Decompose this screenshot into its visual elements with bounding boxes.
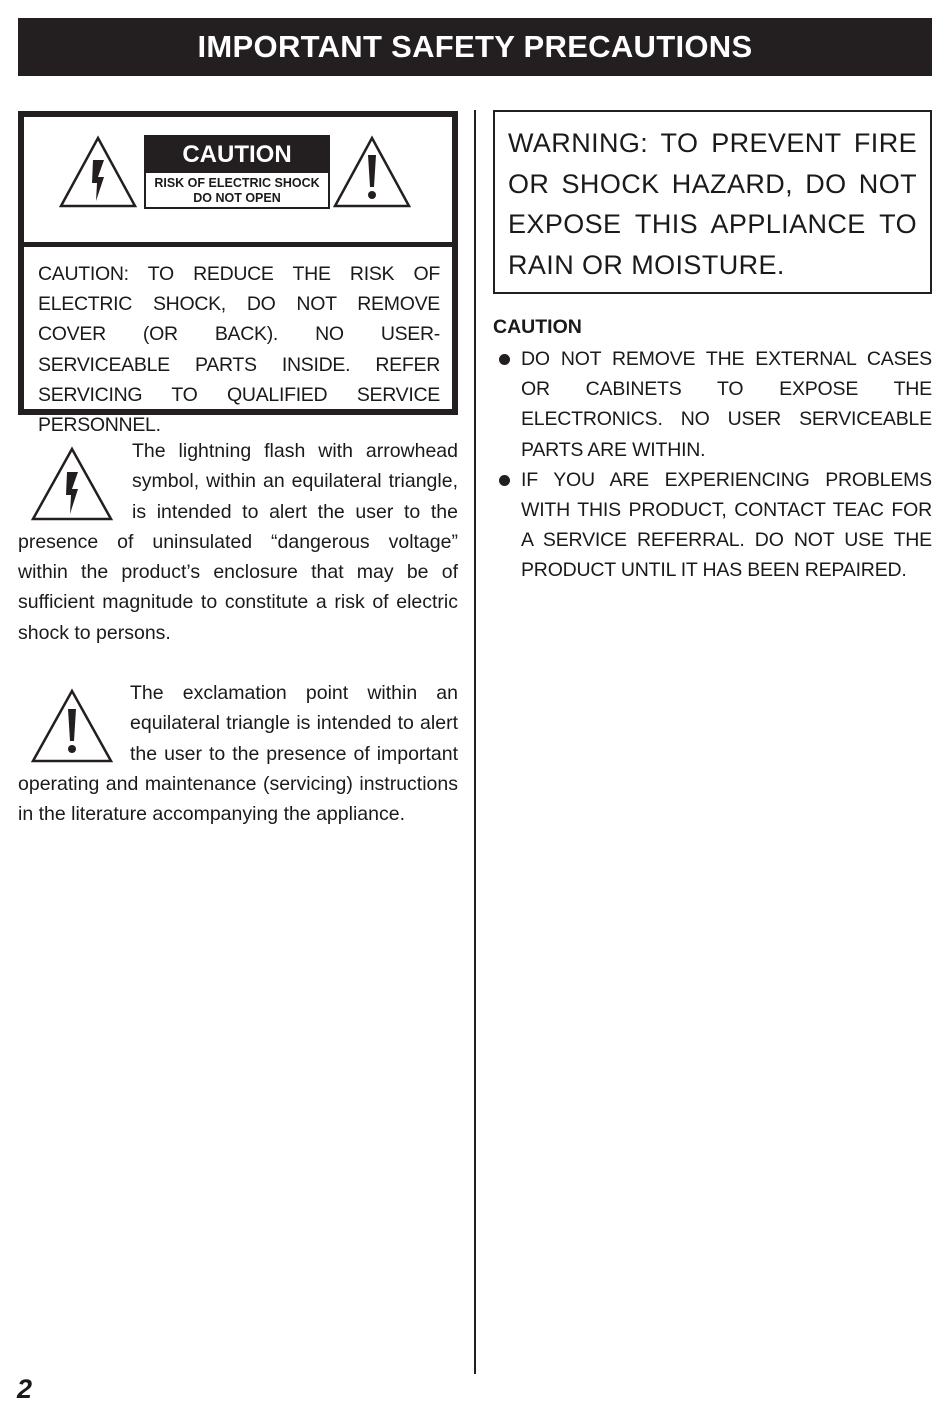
warning-box <box>493 110 932 294</box>
caution-label-line2: DO NOT OPEN <box>193 191 281 205</box>
exclamation-symbol-explanation <box>18 678 458 829</box>
caution-label-title: CAUTION <box>146 137 328 173</box>
caution-panel <box>18 111 458 437</box>
lightning-triangle-icon <box>58 135 138 209</box>
caution-panel-text: CAUTION: TO REDUCE THE RISK OF ELECTRIC SHOCK, DO NOT REMOVE COVER (OR BACK). NO USER-SERVICEABLE PARTS INSIDE. REFER SERVICING TO QUALIFIED SERVICE PERSONNEL. <box>38 263 440 437</box>
caution-heading: CAUTION <box>493 316 582 338</box>
caution-label <box>144 135 330 209</box>
list-item <box>493 465 932 586</box>
column-divider <box>474 110 476 1374</box>
bullet-icon <box>499 475 510 486</box>
caution-list <box>493 344 932 586</box>
list-item-text: DO NOT REMOVE THE EXTERNAL CASES OR CABINETS TO EXPOSE THE ELECTRONICS. NO USER SERVICEABLE PARTS ARE WITHIN. <box>521 348 932 461</box>
page-number: 2 <box>17 1374 33 1404</box>
exclamation-triangle-icon <box>30 688 114 764</box>
lightning-symbol-text: The lightning flash with arrowhead symbol, within an equilateral triangle, is intended to alert the user to the presence of uninsulated “dangerous voltage” within the product’s enclosure that may be of sufficient magnitude to constitute a risk of electric shock to persons. <box>18 440 458 644</box>
list-item-text: IF YOU ARE EXPERIENCING PROBLEMS WITH THIS PRODUCT, CONTACT TEAC FOR A SERVICE REFERRAL. DO NOT USE THE PRODUCT UNTIL IT HAS BEEN REPAIRED. <box>521 468 932 582</box>
caution-label-line1: RISK OF ELECTRIC SHOCK <box>154 176 320 190</box>
exclamation-symbol-text: The exclamation point within an equilateral triangle is intended to alert the user to the presence of important operating and maintenance (servicing) instructions in the literature accompanying the appliance. <box>18 682 458 826</box>
list-item <box>493 344 932 465</box>
page-title: IMPORTANT SAFETY PRECAUTIONS <box>18 18 932 76</box>
exclamation-triangle-icon <box>332 135 412 209</box>
lightning-symbol-explanation <box>18 436 458 648</box>
lightning-triangle-icon <box>30 446 114 522</box>
warning-text: WARNING: TO PREVENT FIRE OR SHOCK HAZARD, DO NOT EXPOSE THIS APPLIANCE TO RAIN OR MOISTURE. <box>508 128 917 280</box>
caution-symbol-row <box>24 117 452 247</box>
bullet-icon <box>499 354 510 365</box>
